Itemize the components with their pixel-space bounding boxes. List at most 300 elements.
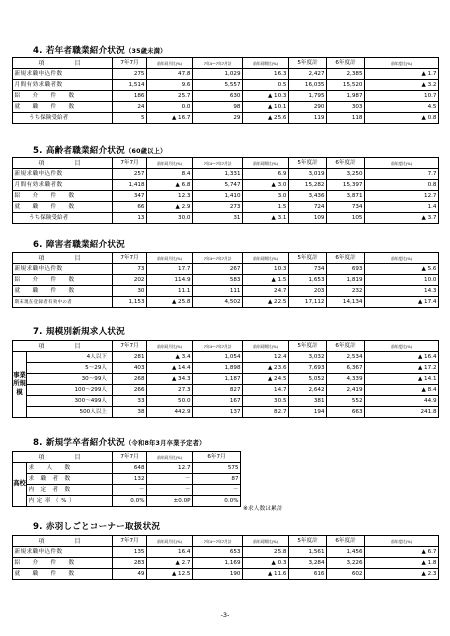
table-cell: 15,520: [327, 80, 365, 91]
row-label: うち保険受給者: [13, 113, 113, 124]
table-cell: ▲ 3.7: [365, 213, 439, 224]
table-row: [13, 569, 439, 580]
section-8-footnote: ※求人数は累計: [243, 506, 283, 512]
table-cell: ±0.0P: [147, 496, 193, 507]
table-cell: 5,052: [289, 374, 327, 385]
table-cell: 87: [193, 474, 241, 485]
column-header: 前年度比(%): [365, 158, 439, 169]
column-header: 7年7月: [113, 452, 147, 463]
table-cell: 11.1: [147, 286, 193, 297]
table-cell: 118: [327, 113, 365, 124]
column-header: 7年7月: [113, 253, 147, 264]
column-header: 項 目: [13, 58, 113, 69]
table-cell: ▲ 2.9: [147, 202, 193, 213]
table-cell: 33: [113, 396, 147, 407]
table-cell: 4,339: [327, 374, 365, 385]
column-header: 6年度計: [327, 341, 365, 352]
table-row: [13, 264, 439, 275]
table-cell: －: [147, 485, 193, 496]
table-cell: 30.5: [243, 396, 289, 407]
row-label: うち保険受給者: [13, 213, 113, 224]
row-group-label: 事業所規模: [13, 352, 27, 418]
table-cell: 1,456: [327, 547, 365, 558]
table-cell: 575: [193, 463, 241, 474]
table-cell: 167: [193, 396, 243, 407]
table-cell: 1.5: [243, 202, 289, 213]
table-row: [13, 202, 439, 213]
table-row: [13, 474, 241, 485]
table-cell: ▲ 22.5: [243, 297, 289, 308]
table-cell: 9.6: [147, 80, 193, 91]
table-cell: 132: [113, 474, 147, 485]
table-cell: 0.5: [243, 80, 289, 91]
table-row: [13, 463, 241, 474]
table-cell: 0.8: [365, 180, 439, 191]
column-header: 5年度計: [289, 536, 327, 547]
table-cell: 82.7: [243, 407, 289, 418]
table-cell: 2,534: [327, 352, 365, 363]
table-cell: ▲ 25.6: [243, 113, 289, 124]
row-label: 月間有効求職者数: [13, 180, 113, 191]
table-cell: 734: [289, 264, 327, 275]
table-cell: －: [147, 474, 193, 485]
table-cell: 119: [289, 113, 327, 124]
row-label: 4人以下: [27, 352, 113, 363]
disabled-job-placement-table: [12, 252, 439, 308]
table-cell: 0.0: [147, 102, 193, 113]
table-cell: 4,502: [193, 297, 243, 308]
table-cell: ▲ 2.7: [147, 558, 193, 569]
table-cell: ▲ 10.1: [243, 102, 289, 113]
table-cell: 1,029: [193, 69, 243, 80]
table-cell: ▲ 24.5: [243, 374, 289, 385]
column-header: 6年7月: [193, 452, 241, 463]
table-cell: 8.4: [147, 169, 193, 180]
table-cell: 14,134: [327, 297, 365, 308]
table-cell: 290: [289, 102, 327, 113]
column-header: 5年度計: [289, 158, 327, 169]
table-cell: 6.9: [243, 169, 289, 180]
table-cell: ▲ 1.5: [243, 275, 289, 286]
row-label: 新規求職申込件数: [13, 169, 113, 180]
table-row: [13, 275, 439, 286]
table-cell: 630: [193, 91, 243, 102]
table-header-row: [13, 58, 439, 69]
table-cell: 663: [327, 407, 365, 418]
row-label: 紹 介 件 数: [13, 91, 113, 102]
table-cell: 16,035: [289, 80, 327, 91]
table-cell: 5: [113, 113, 147, 124]
section-6-title: [33, 238, 125, 250]
table-row: [13, 396, 439, 407]
row-label: 300～499人: [27, 396, 113, 407]
section-4-title: [33, 44, 167, 56]
column-header: 5年度計: [289, 253, 327, 264]
table-cell: 1,987: [327, 91, 365, 102]
table-header-row: [13, 253, 439, 264]
row-label: 期末現在登録者有効中の者: [13, 297, 113, 308]
column-header: 6年度計: [327, 253, 365, 264]
table-cell: 111: [193, 286, 243, 297]
table-row: [13, 496, 241, 507]
table-cell: 602: [327, 569, 365, 580]
table-cell: ▲ 23.6: [243, 363, 289, 374]
table-row: [13, 547, 439, 558]
table-cell: 10.3: [243, 264, 289, 275]
table-cell: 194: [289, 407, 327, 418]
table-cell: 17.7: [147, 264, 193, 275]
column-header: 項 目: [13, 341, 113, 352]
table-cell: 190: [193, 569, 243, 580]
row-label: 就 職 件 数: [13, 569, 113, 580]
column-header: 5年度計: [289, 58, 327, 69]
table-row: [13, 407, 439, 418]
column-header: 前年同期比(%): [243, 536, 289, 547]
table-row: [13, 213, 439, 224]
table-cell: 7,693: [289, 363, 327, 374]
new-graduate-placement-table: [12, 451, 241, 507]
table-cell: 1,331: [193, 169, 243, 180]
column-header: 7年7月: [113, 536, 147, 547]
table-cell: 1,169: [193, 558, 243, 569]
column-header: 項 目: [13, 536, 113, 547]
table-cell: 31: [193, 213, 243, 224]
column-header: 7年4～7年7月計: [193, 341, 243, 352]
table-cell: ▲ 3.2: [365, 80, 439, 91]
table-cell: ▲ 14.1: [365, 374, 439, 385]
table-row: [13, 113, 439, 124]
table-cell: 3,032: [289, 352, 327, 363]
table-row: [13, 485, 241, 496]
table-cell: 13: [113, 213, 147, 224]
table-cell: 30.0: [147, 213, 193, 224]
table-cell: ▲ 1.7: [365, 69, 439, 80]
row-group-label: 高校: [13, 463, 27, 507]
table-cell: 1,410: [193, 191, 243, 202]
table-cell: ▲ 16.4: [365, 352, 439, 363]
section-5-title: [33, 144, 167, 156]
table-cell: －: [193, 485, 241, 496]
table-cell: 109: [289, 213, 327, 224]
table-cell: 1,514: [113, 80, 147, 91]
table-row: [13, 191, 439, 202]
column-header: 前年同月比(%): [147, 341, 193, 352]
table-cell: 44.9: [365, 396, 439, 407]
table-cell: 5,557: [193, 80, 243, 91]
table-cell: 135: [113, 547, 147, 558]
section-5-note: （60歳以上）: [124, 148, 167, 155]
table-row: [13, 286, 439, 297]
row-label: 500人以上: [27, 407, 113, 418]
table-cell: ▲ 5.6: [365, 264, 439, 275]
table-cell: 17,112: [289, 297, 327, 308]
table-cell: 137: [193, 407, 243, 418]
table-header-row: [13, 536, 439, 547]
table-cell: 47.8: [147, 69, 193, 80]
table-cell: 273: [193, 202, 243, 213]
table-cell: 1,153: [113, 297, 147, 308]
table-cell: －: [113, 485, 147, 496]
table-cell: ▲ 0.8: [365, 113, 439, 124]
table-cell: 2,427: [289, 69, 327, 80]
column-header: 前年度比(%): [365, 536, 439, 547]
table-header-row: [13, 158, 439, 169]
row-label: 100～299人: [27, 385, 113, 396]
table-cell: 1.4: [365, 202, 439, 213]
young-job-placement-table: [12, 57, 439, 124]
column-header: 前年同月比(%): [147, 58, 193, 69]
table-row: [13, 180, 439, 191]
column-header: 7年4～7年7月計: [193, 253, 243, 264]
table-cell: ▲ 6.8: [147, 180, 193, 191]
table-cell: ▲ 12.5: [147, 569, 193, 580]
row-label: 就 職 件 数: [13, 102, 113, 113]
table-cell: 15,282: [289, 180, 327, 191]
table-cell: 3,284: [289, 558, 327, 569]
table-cell: 3,436: [289, 191, 327, 202]
table-cell: 7.7: [365, 169, 439, 180]
table-cell: 25.7: [147, 91, 193, 102]
column-header: 前年度比(%): [365, 58, 439, 69]
table-cell: 2,419: [327, 385, 365, 396]
row-label: 新規求職申込件数: [13, 264, 113, 275]
table-cell: ▲ 0.3: [243, 558, 289, 569]
table-cell: 202: [113, 275, 147, 286]
row-label: 就 職 件 数: [13, 202, 113, 213]
table-cell: 3.0: [243, 191, 289, 202]
row-label: 内 定 者 数: [27, 485, 113, 496]
table-cell: 24: [113, 102, 147, 113]
column-header: 前年度比(%): [365, 341, 439, 352]
table-cell: 1,418: [113, 180, 147, 191]
table-cell: 114.9: [147, 275, 193, 286]
table-cell: 3,226: [327, 558, 365, 569]
table-cell: 50.0: [147, 396, 193, 407]
table-cell: 3,019: [289, 169, 327, 180]
row-label: 紹 介 件 数: [13, 558, 113, 569]
row-label: 求 人 数: [27, 463, 113, 474]
table-row: [13, 169, 439, 180]
column-header: 項 目: [13, 452, 113, 463]
column-header: 項 目: [13, 253, 113, 264]
column-header: 5年度計: [289, 341, 327, 352]
table-cell: 734: [327, 202, 365, 213]
column-header: 前年同期比(%): [243, 158, 289, 169]
section-8-title-text: 8. 新規学卒者紹介状況: [33, 438, 125, 448]
table-cell: 10.7: [365, 91, 439, 102]
table-cell: 203: [289, 286, 327, 297]
table-cell: ▲ 17.4: [365, 297, 439, 308]
table-cell: 347: [113, 191, 147, 202]
table-cell: 16.4: [147, 547, 193, 558]
section-8-title: [33, 436, 206, 448]
table-cell: 1,561: [289, 547, 327, 558]
column-header: 前年同期比(%): [243, 341, 289, 352]
table-row: [13, 80, 439, 91]
table-header-row: [13, 452, 241, 463]
table-row: [13, 91, 439, 102]
column-header: 7年7月: [113, 158, 147, 169]
table-cell: ▲ 34.3: [147, 374, 193, 385]
table-cell: 16.3: [243, 69, 289, 80]
row-label: 30～99人: [27, 374, 113, 385]
table-cell: 105: [327, 213, 365, 224]
table-row: [13, 558, 439, 569]
table-cell: 281: [113, 352, 147, 363]
table-cell: 12.7: [147, 463, 193, 474]
table-cell: 241.8: [365, 407, 439, 418]
table-cell: 1,187: [193, 374, 243, 385]
column-header: 前年同期比(%): [243, 253, 289, 264]
column-header: 7年7月: [113, 58, 147, 69]
table-cell: 1,819: [327, 275, 365, 286]
table-cell: 0.0%: [113, 496, 147, 507]
table-cell: 4.5: [365, 102, 439, 113]
section-4-note: （35歳未満）: [124, 48, 167, 55]
column-header: 7年4～7年7月計: [193, 536, 243, 547]
table-cell: 14.7: [243, 385, 289, 396]
table-cell: ▲ 16.7: [147, 113, 193, 124]
table-cell: 648: [113, 463, 147, 474]
table-cell: 257: [113, 169, 147, 180]
section-5-title-text: 5. 高齢者職業紹介状況: [33, 146, 125, 156]
section-7-title-text: 7. 規模別新規求人状況: [33, 327, 125, 337]
page-number: -3-: [220, 611, 230, 619]
column-header: 6年度計: [327, 536, 365, 547]
table-cell: 15,397: [327, 180, 365, 191]
section-8-note: （令和8年3月卒業予定者）: [124, 440, 206, 447]
akabane-corner-table: [12, 535, 439, 580]
elderly-job-placement-table: [12, 157, 439, 224]
table-cell: 381: [289, 396, 327, 407]
table-cell: 38: [113, 407, 147, 418]
table-cell: 1,898: [193, 363, 243, 374]
table-cell: 1,653: [289, 275, 327, 286]
table-cell: ▲ 10.3: [243, 91, 289, 102]
table-cell: 827: [193, 385, 243, 396]
table-cell: ▲ 3.4: [147, 352, 193, 363]
table-cell: 10.0: [365, 275, 439, 286]
table-cell: 2,642: [289, 385, 327, 396]
table-cell: 267: [193, 264, 243, 275]
table-cell: 442.9: [147, 407, 193, 418]
table-cell: 1,054: [193, 352, 243, 363]
row-label: 紹 介 件 数: [13, 275, 113, 286]
table-cell: ▲ 3.0: [243, 180, 289, 191]
table-cell: 25.8: [243, 547, 289, 558]
column-header: 7年4～7年7月計: [193, 158, 243, 169]
table-cell: 3,871: [327, 191, 365, 202]
section-9-title: [33, 520, 160, 532]
column-header: 7年4～7年7月計: [193, 58, 243, 69]
table-cell: ▲ 11.6: [243, 569, 289, 580]
column-header: 前年同月比(%): [147, 536, 193, 547]
table-header-row: [13, 341, 439, 352]
table-cell: 73: [113, 264, 147, 275]
table-cell: 616: [289, 569, 327, 580]
column-header: 前年同月比(%): [147, 158, 193, 169]
row-label: 新規求職申込件数: [13, 547, 113, 558]
table-cell: 2,385: [327, 69, 365, 80]
table-cell: 583: [193, 275, 243, 286]
column-header: 7年7月: [113, 341, 147, 352]
table-cell: ▲ 17.2: [365, 363, 439, 374]
table-cell: 403: [113, 363, 147, 374]
table-row: [13, 385, 439, 396]
table-cell: 98: [193, 102, 243, 113]
table-cell: 12.4: [243, 352, 289, 363]
table-cell: 724: [289, 202, 327, 213]
table-cell: 283: [113, 558, 147, 569]
row-label: 内 定 率 （ % ）: [27, 496, 113, 507]
section-4-title-text: 4. 若年者職業紹介状況: [33, 46, 125, 56]
table-cell: ▲ 14.4: [147, 363, 193, 374]
table-cell: 552: [327, 396, 365, 407]
table-cell: ▲ 6.7: [365, 547, 439, 558]
table-row: [13, 352, 439, 363]
table-cell: 186: [113, 91, 147, 102]
table-row: [13, 363, 439, 374]
column-header: 前年同月比(%): [147, 253, 193, 264]
column-header: 項 目: [13, 158, 113, 169]
table-row: [13, 102, 439, 113]
column-header: 前年同期比(%): [243, 58, 289, 69]
table-cell: 66: [113, 202, 147, 213]
table-cell: 12.7: [365, 191, 439, 202]
section-9-title-text: 9. 赤羽しごとコーナー取扱状況: [33, 522, 161, 532]
table-row: [13, 297, 439, 308]
table-cell: ▲ 8.4: [365, 385, 439, 396]
table-cell: 268: [113, 374, 147, 385]
table-cell: 12.3: [147, 191, 193, 202]
table-cell: 27.3: [147, 385, 193, 396]
table-cell: 266: [113, 385, 147, 396]
table-cell: 29: [193, 113, 243, 124]
row-label: 紹 介 件 数: [13, 191, 113, 202]
row-label: 5～29人: [27, 363, 113, 374]
table-cell: 303: [327, 102, 365, 113]
table-cell: 693: [327, 264, 365, 275]
table-cell: ▲ 2.3: [365, 569, 439, 580]
table-cell: 275: [113, 69, 147, 80]
table-cell: 232: [327, 286, 365, 297]
table-cell: 1,795: [289, 91, 327, 102]
table-cell: 24.7: [243, 286, 289, 297]
table-cell: 30: [113, 286, 147, 297]
table-cell: 5,747: [193, 180, 243, 191]
column-header: 6年度計: [327, 158, 365, 169]
row-label: 新規求職申込件数: [13, 69, 113, 80]
table-row: [13, 69, 439, 80]
table-cell: 14.3: [365, 286, 439, 297]
table-cell: 653: [193, 547, 243, 558]
table-cell: 0.0%: [193, 496, 241, 507]
section-6-title-text: 6. 障害者職業紹介状況: [33, 240, 125, 250]
section-7-title: [33, 325, 125, 337]
row-label: 求 職 者 数: [27, 474, 113, 485]
column-header: 6年度計: [327, 58, 365, 69]
table-cell: ▲ 3.1: [243, 213, 289, 224]
table-row: [13, 374, 439, 385]
table-cell: ▲ 25.8: [147, 297, 193, 308]
column-header: 前年度比(%): [365, 253, 439, 264]
new-job-offers-by-size-table: [12, 340, 439, 418]
table-cell: 49: [113, 569, 147, 580]
row-label: 月間有効求職者数: [13, 80, 113, 91]
table-cell: 6,367: [327, 363, 365, 374]
column-header: 前年同月比(%): [147, 452, 193, 463]
table-cell: ▲ 1.8: [365, 558, 439, 569]
